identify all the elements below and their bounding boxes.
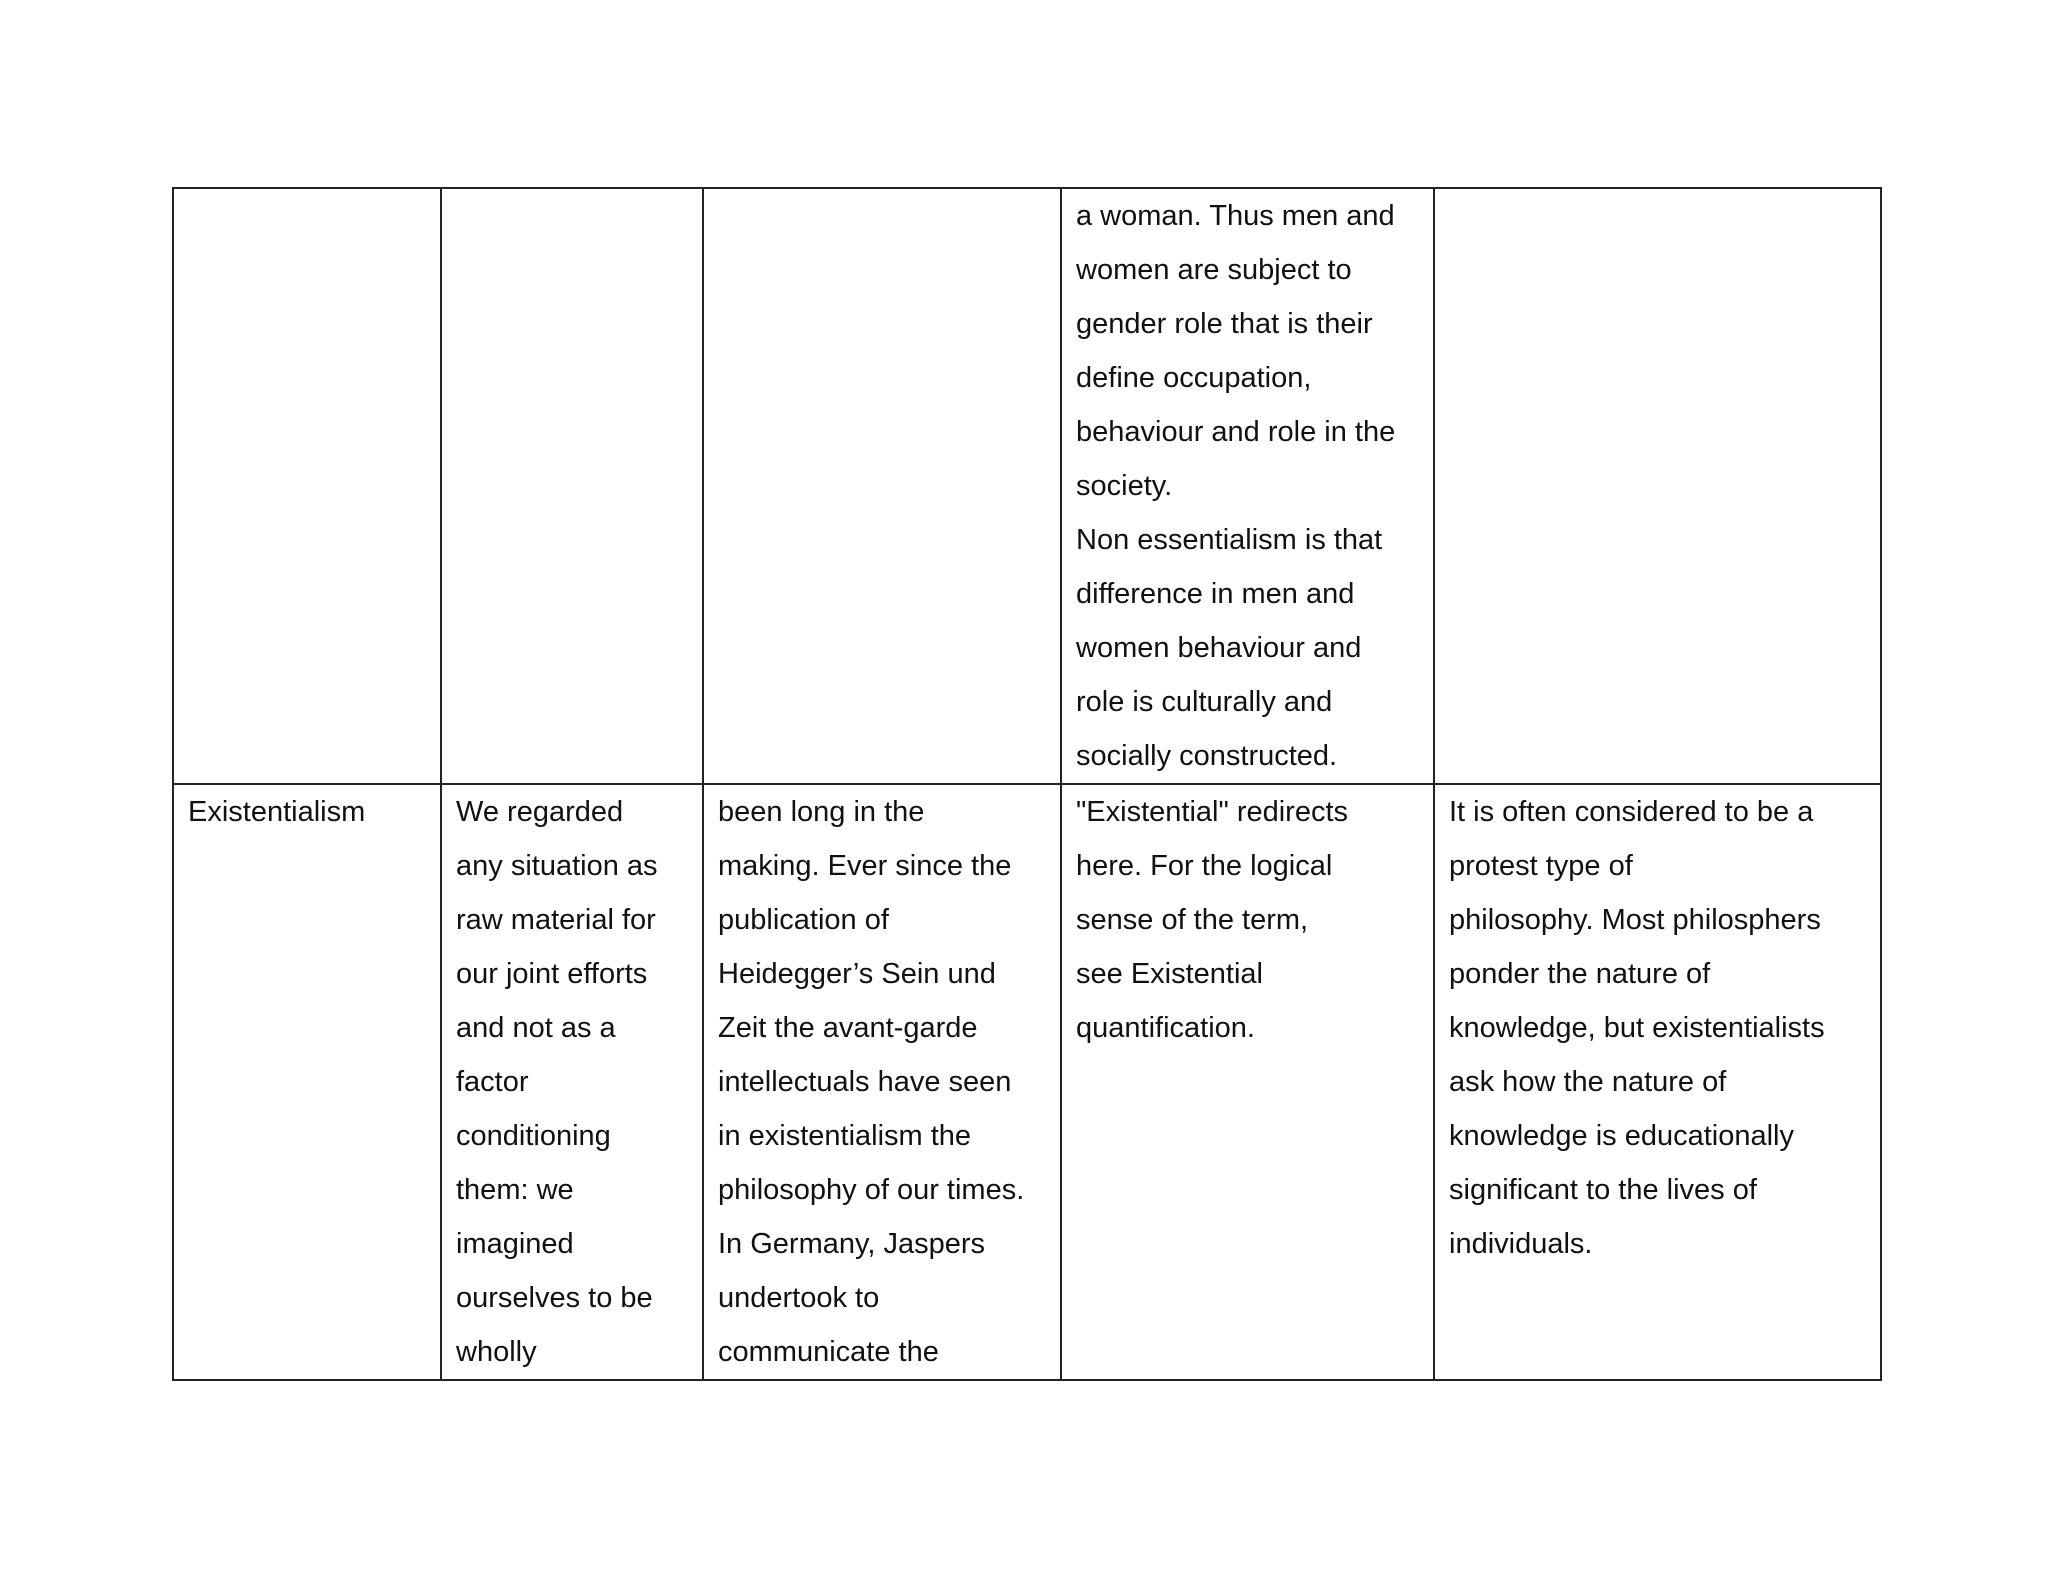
- table-row: [173, 188, 1881, 784]
- cell-text-line: them: we: [456, 1174, 574, 1206]
- content-table: [172, 187, 1882, 1381]
- cell-text-line: It is often considered to be a: [1449, 796, 1814, 828]
- cell-text-line: individuals.: [1449, 1228, 1593, 1260]
- cell-text-line: any situation as: [456, 850, 658, 882]
- cell-text-line: conditioning: [456, 1120, 611, 1152]
- cell-text-line: knowledge is educationally: [1449, 1120, 1794, 1152]
- cell-text-line: a woman. Thus men and: [1076, 200, 1395, 232]
- cell-text-line: protest type of: [1449, 850, 1633, 882]
- cell-text-line: society.: [1076, 470, 1173, 502]
- cell-text-line: and not as a: [456, 1012, 616, 1044]
- cell-text-line: publication of: [718, 904, 889, 936]
- table-cell: [1061, 188, 1434, 784]
- cell-text-line: ponder the nature of: [1449, 958, 1711, 990]
- cell-text-line: gender role that is their: [1076, 308, 1373, 340]
- cell-text-line: ask how the nature of: [1449, 1066, 1727, 1098]
- cell-text-line: women are subject to: [1076, 254, 1352, 286]
- cell-text-line: philosophy of our times.: [718, 1174, 1025, 1206]
- cell-text-line: Zeit the avant-garde: [718, 1012, 978, 1044]
- table-cell: [1434, 784, 1881, 1380]
- cell-text-line: imagined: [456, 1228, 574, 1260]
- cell-text-line: role is culturally and: [1076, 686, 1333, 718]
- table-cell: [703, 784, 1061, 1380]
- cell-text-line: been long in the: [718, 796, 925, 828]
- table-cell: [1061, 784, 1434, 1380]
- cell-text-line: factor: [456, 1066, 529, 1098]
- cell-text-line: difference in men and: [1076, 578, 1355, 610]
- table-cell: [1434, 188, 1881, 784]
- cell-text-line: Existentialism: [188, 796, 366, 828]
- table-row: [173, 784, 1881, 1380]
- cell-text-line: intellectuals have seen: [718, 1066, 1012, 1098]
- table-cell: [441, 188, 703, 784]
- cell-text-line: "Existential" redirects: [1076, 796, 1349, 828]
- cell-text-line: Non essentialism is that: [1076, 524, 1383, 556]
- table-cell: [173, 784, 441, 1380]
- cell-text-line: undertook to: [718, 1282, 880, 1314]
- cell-text-line: In Germany, Jaspers: [718, 1228, 986, 1260]
- cell-text-line: philosophy. Most philosphers: [1449, 904, 1821, 936]
- cell-text-line: ourselves to be: [456, 1282, 653, 1314]
- cell-text-line: raw material for: [456, 904, 656, 936]
- cell-text-line: socially constructed.: [1076, 740, 1338, 772]
- cell-text-line: sense of the term,: [1076, 904, 1309, 936]
- cell-text-line: women behaviour and: [1076, 632, 1362, 664]
- cell-text-line: in existentialism the: [718, 1120, 972, 1152]
- cell-text-line: Heidegger’s Sein und: [718, 958, 996, 990]
- cell-text-line: quantification.: [1076, 1012, 1255, 1044]
- table-cell: [703, 188, 1061, 784]
- table-cell: [173, 188, 441, 784]
- cell-text-line: communicate the: [718, 1336, 939, 1368]
- cell-text-line: We regarded: [456, 796, 624, 828]
- cell-text-line: wholly: [456, 1336, 537, 1368]
- cell-text-line: here. For the logical: [1076, 850, 1333, 882]
- cell-text-line: knowledge, but existentialists: [1449, 1012, 1825, 1044]
- cell-text-line: our joint efforts: [456, 958, 648, 990]
- cell-text-line: making. Ever since the: [718, 850, 1012, 882]
- table-cell: [441, 784, 703, 1380]
- cell-text-line: see Existential: [1076, 958, 1263, 990]
- cell-text-line: behaviour and role in the: [1076, 416, 1396, 448]
- cell-text-line: significant to the lives of: [1449, 1174, 1757, 1206]
- cell-text-line: define occupation,: [1076, 362, 1312, 394]
